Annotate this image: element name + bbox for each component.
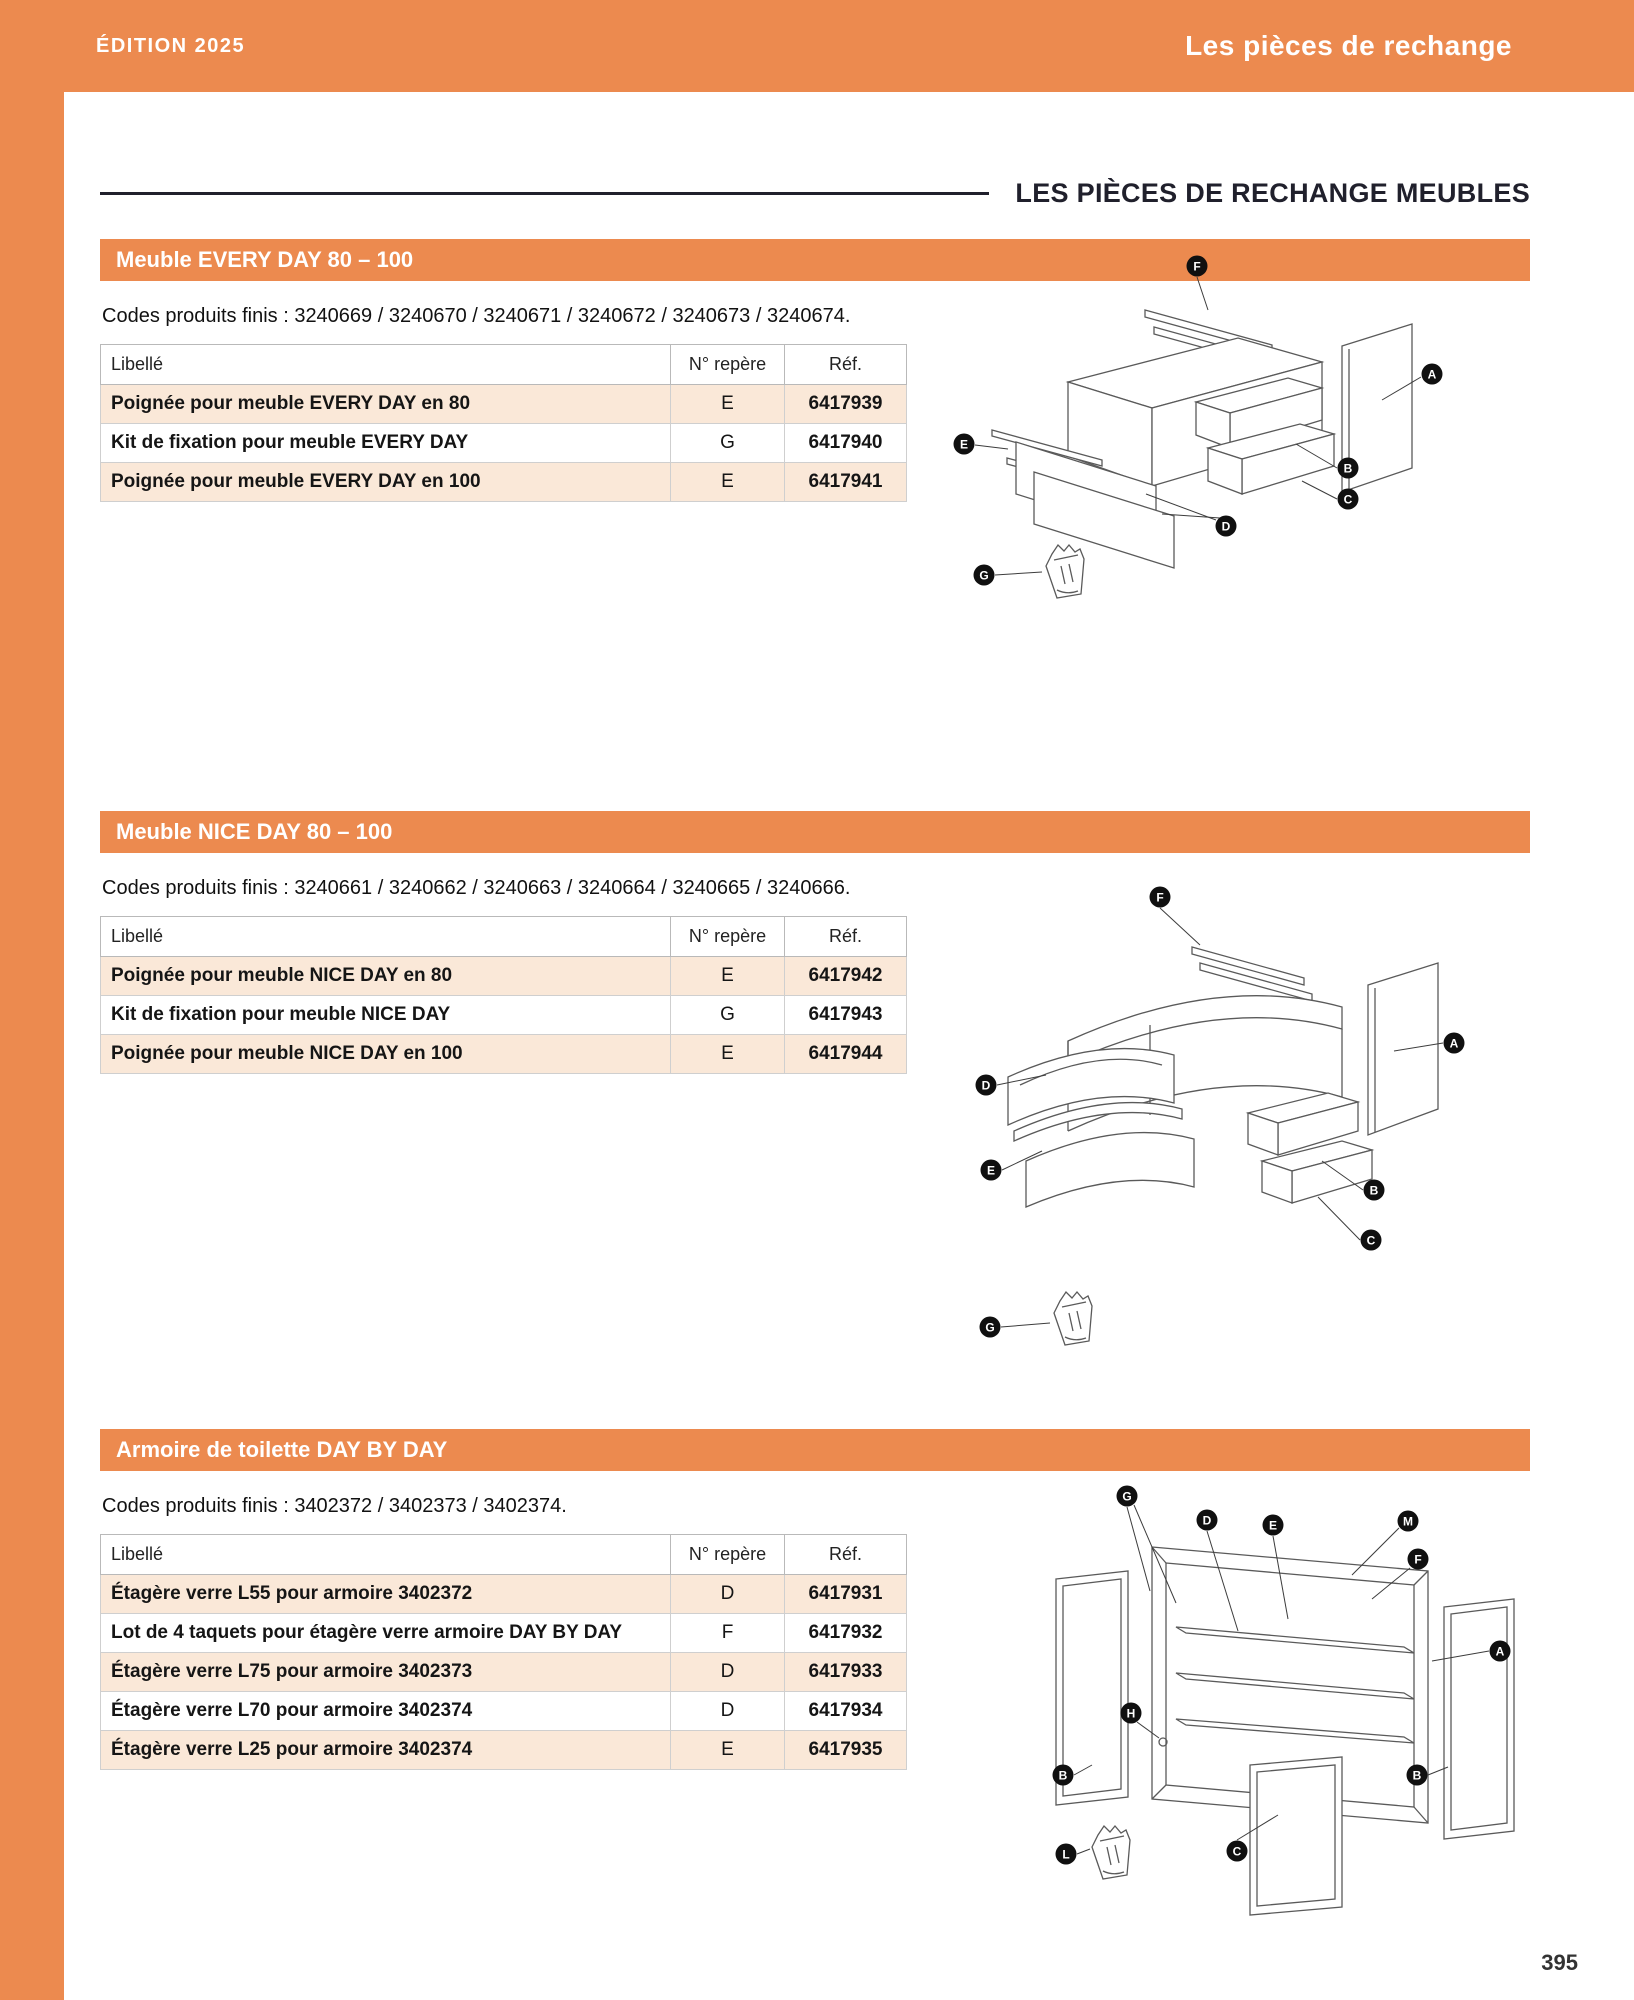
badge-letter: L — [1062, 1847, 1070, 1862]
badge-letter: E — [959, 437, 969, 452]
title-rule — [100, 192, 989, 195]
section-armoire-day-by-day — [100, 1429, 1530, 1949]
table-header-row — [101, 345, 907, 385]
cell-libelle: Poignée pour meuble EVERY DAY en 100 — [101, 463, 671, 502]
part-label-badge — [1227, 1841, 1248, 1862]
part-label-badge — [954, 434, 975, 455]
badge-letter: E — [1268, 1518, 1278, 1533]
cell-ref: 6417941 — [785, 463, 907, 502]
badge-letter: A — [1449, 1036, 1459, 1051]
badge-letter: D — [981, 1078, 991, 1093]
cell-repere: E — [671, 1731, 785, 1770]
part-label-badge — [1408, 1549, 1429, 1570]
col-repere: N° repère — [671, 345, 785, 385]
part-label-badge — [1422, 364, 1443, 385]
parts-table — [100, 916, 907, 1074]
cell-ref: 6417933 — [785, 1653, 907, 1692]
col-ref: Réf. — [785, 345, 907, 385]
table-row — [101, 1575, 907, 1614]
table-row — [101, 957, 907, 996]
cell-ref: 6417935 — [785, 1731, 907, 1770]
cell-repere: G — [671, 424, 785, 463]
cell-libelle: Étagère verre L25 pour armoire 3402374 — [101, 1731, 671, 1770]
part-label-badge — [976, 1075, 997, 1096]
badge-letter: E — [986, 1163, 996, 1178]
cell-libelle: Étagère verre L55 pour armoire 3402372 — [101, 1575, 671, 1614]
part-label-badge — [1117, 1486, 1138, 1507]
badge-letter: M — [1403, 1514, 1413, 1529]
cell-libelle: Kit de fixation pour meuble NICE DAY — [101, 996, 671, 1035]
part-label-badge — [1187, 256, 1208, 277]
badge-letter: F — [1193, 259, 1201, 274]
hardware-bag-icon — [1054, 1292, 1092, 1345]
cell-repere: E — [671, 385, 785, 424]
part-label-badge — [1444, 1033, 1465, 1054]
part-label-badge — [981, 1160, 1002, 1181]
cell-ref: 6417932 — [785, 1614, 907, 1653]
section-header-bar: Armoire de toilette DAY BY DAY — [100, 1429, 1530, 1471]
cabinet-drawing — [1008, 947, 1438, 1207]
section-header-bar: Meuble EVERY DAY 80 – 100 — [100, 239, 1530, 281]
codes-line: Codes produits finis : 3240669 / 3240670 / 3240671 / 3240672 / 3240673 / 3240674. — [102, 305, 851, 327]
badge-letter: D — [1221, 519, 1231, 534]
part-label-badge — [1338, 489, 1359, 510]
part-label-badge — [1490, 1641, 1511, 1662]
part-label-badge — [1053, 1765, 1074, 1786]
part-label-badge — [1150, 887, 1171, 908]
badge-letter: G — [979, 568, 989, 583]
cell-repere: E — [671, 463, 785, 502]
section-nice-day — [100, 811, 1530, 1399]
col-repere: N° repère — [671, 1535, 785, 1575]
cell-ref: 6417934 — [785, 1692, 907, 1731]
part-label-badge — [1361, 1230, 1382, 1251]
cell-libelle: Poignée pour meuble EVERY DAY en 80 — [101, 385, 671, 424]
badge-letter: B — [1412, 1768, 1422, 1783]
page-title: LES PIÈCES DE RECHANGE MEUBLES — [1015, 178, 1530, 208]
table-row — [101, 424, 907, 463]
table-row — [101, 1653, 907, 1692]
table-row — [101, 463, 907, 502]
table-row — [101, 1731, 907, 1770]
exploded-diagram-armoire — [1000, 1479, 1560, 1949]
cell-ref: 6417942 — [785, 957, 907, 996]
part-label-badge — [1263, 1515, 1284, 1536]
col-libelle: Libellé — [101, 345, 671, 385]
part-label-badge — [1197, 1510, 1218, 1531]
badge-letter: C — [1343, 492, 1353, 507]
badge-letter: G — [985, 1320, 995, 1335]
badge-letter: B — [1369, 1183, 1379, 1198]
exploded-diagram-nice-day — [950, 879, 1530, 1349]
cabinet-drawing — [992, 310, 1412, 568]
table-row — [101, 1035, 907, 1074]
exploded-diagram-every-day — [950, 254, 1530, 614]
table-row — [101, 1614, 907, 1653]
col-ref: Réf. — [785, 1535, 907, 1575]
part-label-badge — [974, 565, 995, 586]
part-label-badge — [1056, 1844, 1077, 1865]
parts-table — [100, 344, 907, 502]
part-label-badge — [1364, 1180, 1385, 1201]
col-libelle: Libellé — [101, 917, 671, 957]
cell-repere: D — [671, 1692, 785, 1731]
cell-repere: F — [671, 1614, 785, 1653]
col-ref: Réf. — [785, 917, 907, 957]
table-row — [101, 1692, 907, 1731]
cell-libelle: Étagère verre L70 pour armoire 3402374 — [101, 1692, 671, 1731]
badge-letter: C — [1366, 1233, 1376, 1248]
cell-repere: D — [671, 1575, 785, 1614]
badge-letter: B — [1058, 1768, 1068, 1783]
col-repere: N° repère — [671, 917, 785, 957]
cell-repere: E — [671, 1035, 785, 1074]
main-title-row — [100, 178, 1530, 209]
page-header — [0, 0, 1634, 92]
badge-letter: B — [1343, 461, 1353, 476]
cell-libelle: Poignée pour meuble NICE DAY en 100 — [101, 1035, 671, 1074]
cell-ref: 6417931 — [785, 1575, 907, 1614]
hardware-bag-icon — [1092, 1826, 1130, 1879]
header-title: Les pièces de rechange — [1185, 30, 1512, 61]
cell-libelle: Étagère verre L75 pour armoire 3402373 — [101, 1653, 671, 1692]
cell-ref: 6417944 — [785, 1035, 907, 1074]
badge-letter: F — [1156, 890, 1164, 905]
part-label-badge — [1338, 458, 1359, 479]
codes-line: Codes produits finis : 3240661 / 3240662 / 3240663 / 3240664 / 3240665 / 3240666. — [102, 877, 851, 899]
table-header-row — [101, 1535, 907, 1575]
cell-libelle: Lot de 4 taquets pour étagère verre armoire DAY BY DAY — [101, 1614, 671, 1653]
badge-letter: G — [1122, 1489, 1132, 1504]
cell-repere: G — [671, 996, 785, 1035]
section-header-bar: Meuble NICE DAY 80 – 100 — [100, 811, 1530, 853]
codes-line: Codes produits finis : 3402372 / 3402373 / 3402374. — [102, 1495, 567, 1517]
col-libelle: Libellé — [101, 1535, 671, 1575]
hardware-bag-icon — [1046, 545, 1084, 598]
badge-letter: F — [1414, 1552, 1422, 1567]
badge-letter: A — [1427, 367, 1437, 382]
table-header-row — [101, 917, 907, 957]
part-label-badge — [1216, 516, 1237, 537]
section-every-day — [100, 239, 1530, 781]
badge-letter: C — [1232, 1844, 1242, 1859]
cell-ref: 6417943 — [785, 996, 907, 1035]
parts-table — [100, 1534, 907, 1770]
table-row — [101, 996, 907, 1035]
part-label-badge — [1398, 1511, 1419, 1532]
badge-letter: H — [1126, 1706, 1136, 1721]
cell-libelle: Kit de fixation pour meuble EVERY DAY — [101, 424, 671, 463]
part-label-badge — [1407, 1765, 1428, 1786]
edition-label: ÉDITION 2025 — [96, 34, 246, 57]
cell-libelle: Poignée pour meuble NICE DAY en 80 — [101, 957, 671, 996]
cell-ref: 6417940 — [785, 424, 907, 463]
cell-repere: E — [671, 957, 785, 996]
part-label-badge — [1121, 1703, 1142, 1724]
table-row — [101, 385, 907, 424]
badge-letter: D — [1202, 1513, 1212, 1528]
cell-repere: D — [671, 1653, 785, 1692]
cell-ref: 6417939 — [785, 385, 907, 424]
part-label-badge — [980, 1317, 1001, 1338]
page-content — [0, 178, 1634, 1949]
badge-letter: A — [1495, 1644, 1505, 1659]
page-number: 395 — [1541, 1950, 1578, 1975]
